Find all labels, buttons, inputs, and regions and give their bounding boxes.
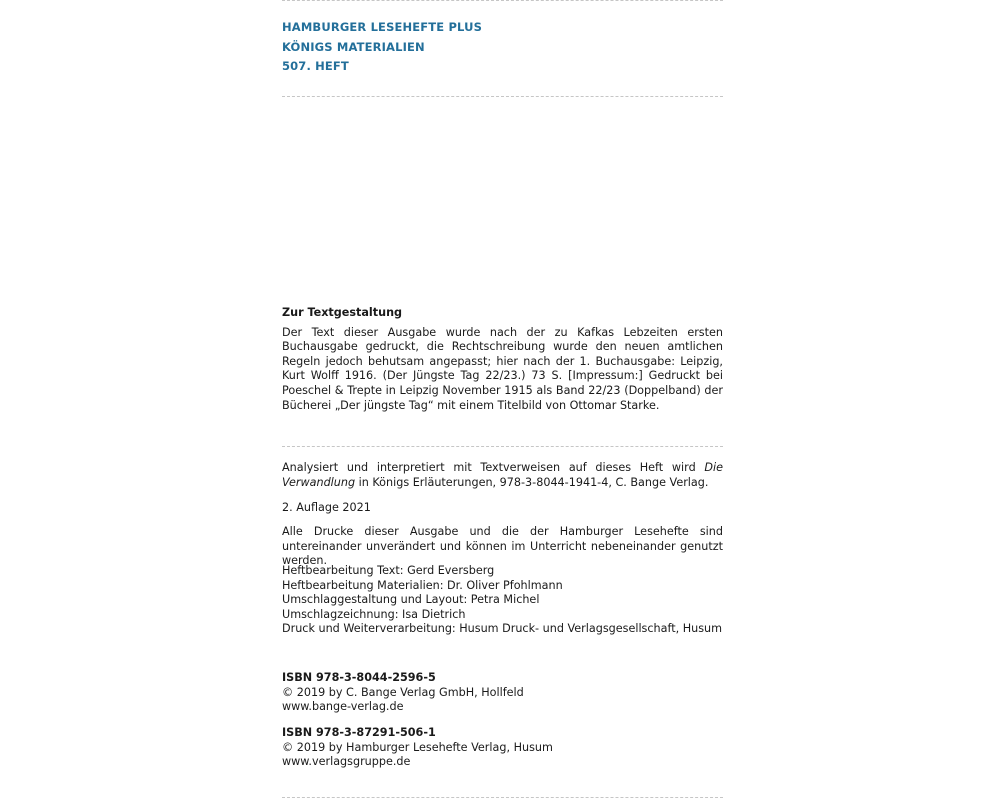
- divider-top: [282, 0, 723, 1]
- credit-line: Umschlaggestaltung und Layout: Petra Michel: [282, 593, 540, 607]
- analysis-suffix: in Königs Erläuterungen, 978-3-8044-1941-4, C. Bange Verlag.: [355, 475, 709, 489]
- prints-note: Alle Drucke dieser Ausgabe und die der Hamburger Lesehefte sind untereinander unverändert und können im Unterricht nebeneinander genutzt werden.: [282, 525, 723, 568]
- analysis-prefix: Analysiert und interpretiert mit Textverweisen auf dieses Heft wird: [282, 461, 705, 474]
- divider-2: [282, 446, 723, 447]
- edition: 2. Auflage 2021: [282, 501, 371, 514]
- issue-number: 507. HEFT: [282, 59, 349, 73]
- series-subtitle: KÖNIGS MATERIALIEN: [282, 39, 425, 54]
- credits-list: [282, 564, 723, 637]
- isbn-1: ISBN 978-3-8044-2596-5: [282, 671, 436, 684]
- publisher-2: [282, 726, 723, 770]
- publisher-1: [282, 671, 723, 715]
- credit-line: Heftbearbeitung Text: Gerd Eversberg: [282, 564, 495, 577]
- isbn-2: ISBN 978-3-87291-506-1: [282, 726, 436, 739]
- copyright-2: © 2019 by Hamburger Lesehefte Verlag, Husum: [282, 740, 553, 754]
- website-1[interactable]: www.bange-verlag.de: [282, 700, 404, 714]
- credit-line: Druck und Weiterverarbeitung: Husum Druck- und Verlagsgesellschaft, Husum: [282, 622, 723, 636]
- credit-line: Umschlagzeichnung: Isa Dietrich: [282, 607, 466, 621]
- text-design-section: [282, 306, 723, 413]
- text-design-heading: Zur Textgestaltung: [282, 306, 403, 319]
- divider-bottom: [282, 797, 723, 798]
- series-title: HAMBURGER LESEHEFTE PLUS: [282, 20, 483, 34]
- website-2[interactable]: www.verlagsgruppe.de: [282, 755, 411, 769]
- analysis-note: [282, 461, 723, 490]
- analysis-work-title: Die Verwandlung: [282, 461, 723, 489]
- imprint-page: [282, 0, 723, 800]
- series-title-block: [282, 18, 482, 77]
- credit-line: Heftbearbeitung Materialien: Dr. Oliver Pfohlmann: [282, 578, 563, 592]
- divider-1: [282, 96, 723, 97]
- text-design-body: Der Text dieser Ausgabe wurde nach der zu Kafkas Lebzeiten ersten Buchausgabe gedruckt, die Rechtschreibung wurde den neuen amtlichen Regeln jedoch behutsam angepasst; hier nach der 1. Buchausgabe: Leipzig, Kurt Wolff 1916. (Der Jüngste Tag 22/23.) 73 S. [Impressum:] Gedruckt bei Poeschel & Trepte in Leipzig November 1915 als Band 22/23 (Doppelband) der Bücherei „Der jüngste Tag“ mit einem Titelbild von Ottomar Starke.: [282, 325, 723, 412]
- copyright-1: © 2019 by C. Bange Verlag GmbH, Hollfeld: [282, 685, 524, 699]
